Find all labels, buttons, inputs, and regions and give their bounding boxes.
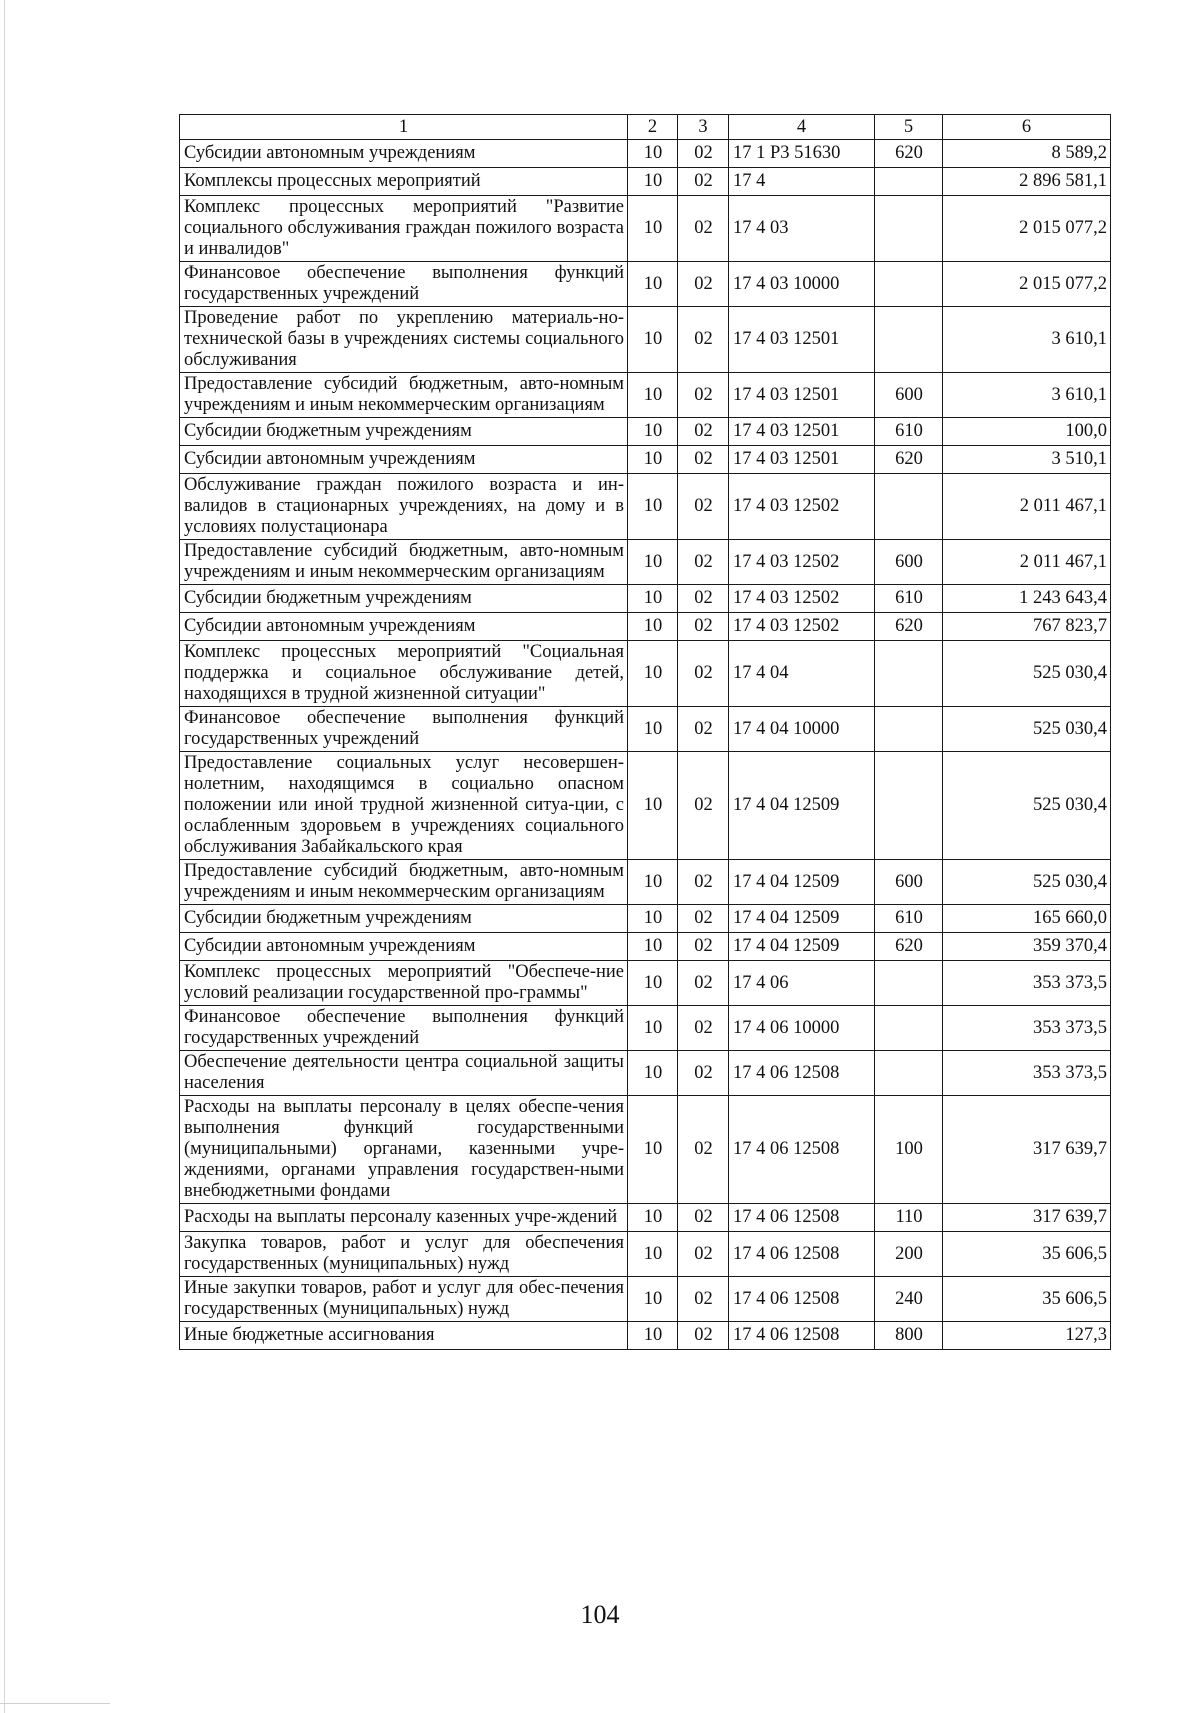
table-row	[180, 196, 1111, 262]
cell-name: Обеспечение деятельности центра социальной защиты населения	[180, 1051, 628, 1096]
cell-subsection: 02	[678, 373, 729, 418]
table-row	[180, 1322, 1111, 1350]
cell-target-article: 17 4 04	[729, 641, 875, 707]
cell-name: Финансовое обеспечение выполнения функций государственных учреждений	[180, 1006, 628, 1051]
cell-amount: 525 030,4	[943, 707, 1111, 752]
cell-amount: 2 011 467,1	[943, 474, 1111, 540]
cell-expense-type: 110	[875, 1204, 943, 1232]
cell-expense-type: 600	[875, 373, 943, 418]
cell-section: 10	[628, 168, 678, 196]
cell-section: 10	[628, 585, 678, 613]
cell-subsection: 02	[678, 540, 729, 585]
cell-section: 10	[628, 613, 678, 641]
cell-target-article: 17 4 06 12508	[729, 1204, 875, 1232]
cell-amount: 2 896 581,1	[943, 168, 1111, 196]
cell-subsection: 02	[678, 474, 729, 540]
cell-amount: 3 610,1	[943, 373, 1111, 418]
cell-target-article: 17 4	[729, 168, 875, 196]
cell-amount: 525 030,4	[943, 641, 1111, 707]
cell-amount: 353 373,5	[943, 961, 1111, 1006]
cell-name: Закупка товаров, работ и услуг для обеспечения государственных (муниципальных) нужд	[180, 1232, 628, 1277]
cell-section: 10	[628, 1232, 678, 1277]
cell-subsection: 02	[678, 1051, 729, 1096]
cell-subsection: 02	[678, 905, 729, 933]
cell-target-article: 17 4 06	[729, 961, 875, 1006]
table-row	[180, 707, 1111, 752]
cell-subsection: 02	[678, 196, 729, 262]
cell-subsection: 02	[678, 446, 729, 474]
table-row	[180, 1006, 1111, 1051]
table-row	[180, 1277, 1111, 1322]
table-row	[180, 168, 1111, 196]
cell-expense-type: 600	[875, 540, 943, 585]
cell-expense-type: 620	[875, 933, 943, 961]
cell-expense-type: 240	[875, 1277, 943, 1322]
table-row	[180, 1051, 1111, 1096]
cell-expense-type: 620	[875, 140, 943, 168]
cell-name: Обслуживание граждан пожилого возраста и ин-валидов в стационарных учреждениях, на дому и в условиях полустационара	[180, 474, 628, 540]
cell-name: Предоставление субсидий бюджетным, авто-номным учреждениям и иным некоммерческим организациям	[180, 373, 628, 418]
table-row	[180, 961, 1111, 1006]
cell-amount: 3 610,1	[943, 307, 1111, 373]
cell-section: 10	[628, 905, 678, 933]
cell-amount: 525 030,4	[943, 752, 1111, 860]
cell-subsection: 02	[678, 140, 729, 168]
cell-subsection: 02	[678, 707, 729, 752]
scan-margin-line	[4, 0, 5, 1713]
cell-target-article: 17 4 06 12508	[729, 1232, 875, 1277]
cell-target-article: 17 4 04 12509	[729, 860, 875, 905]
cell-target-article: 17 4 03	[729, 196, 875, 262]
cell-name: Расходы на выплаты персоналу в целях обеспе-чения выполнения функций государственными (муниципальными) органами, казенными учре-ждениями, органами управления государствен-ными внебюджетными фондами	[180, 1096, 628, 1204]
cell-target-article: 17 4 06 12508	[729, 1277, 875, 1322]
table-row	[180, 933, 1111, 961]
cell-amount: 1 243 643,4	[943, 585, 1111, 613]
header-cell-6: 6	[943, 115, 1111, 140]
cell-name: Финансовое обеспечение выполнения функций государственных учреждений	[180, 707, 628, 752]
cell-target-article: 17 4 03 12501	[729, 446, 875, 474]
cell-name: Предоставление субсидий бюджетным, авто-номным учреждениям и иным некоммерческим организациям	[180, 540, 628, 585]
cell-section: 10	[628, 1051, 678, 1096]
cell-name: Комплексы процессных мероприятий	[180, 168, 628, 196]
cell-subsection: 02	[678, 752, 729, 860]
cell-amount: 35 606,5	[943, 1232, 1111, 1277]
cell-amount: 353 373,5	[943, 1006, 1111, 1051]
cell-amount: 100,0	[943, 418, 1111, 446]
cell-expense-type: 200	[875, 1232, 943, 1277]
cell-expense-type	[875, 474, 943, 540]
cell-subsection: 02	[678, 168, 729, 196]
header-cell-5: 5	[875, 115, 943, 140]
cell-subsection: 02	[678, 961, 729, 1006]
cell-name: Предоставление субсидий бюджетным, авто-номным учреждениям и иным некоммерческим организациям	[180, 860, 628, 905]
cell-amount: 8 589,2	[943, 140, 1111, 168]
cell-amount: 359 370,4	[943, 933, 1111, 961]
cell-amount: 767 823,7	[943, 613, 1111, 641]
table-row	[180, 446, 1111, 474]
cell-section: 10	[628, 1277, 678, 1322]
cell-name: Предоставление социальных услуг несовершен-нолетним, находящимся в социально опасном положении или иной трудной жизненной ситуа-ции, с ослабленным здоровьем в учреждениях социального обслуживания Забайкальского края	[180, 752, 628, 860]
cell-name: Субсидии автономным учреждениям	[180, 140, 628, 168]
cell-section: 10	[628, 262, 678, 307]
cell-expense-type	[875, 262, 943, 307]
cell-expense-type	[875, 961, 943, 1006]
cell-name: Иные бюджетные ассигнования	[180, 1322, 628, 1350]
cell-section: 10	[628, 1006, 678, 1051]
cell-section: 10	[628, 474, 678, 540]
cell-target-article: 17 4 06 12508	[729, 1096, 875, 1204]
cell-subsection: 02	[678, 1204, 729, 1232]
cell-target-article: 17 4 06 12508	[729, 1322, 875, 1350]
cell-target-article: 17 4 04 12509	[729, 933, 875, 961]
cell-name: Расходы на выплаты персоналу казенных учре-ждений	[180, 1204, 628, 1232]
cell-expense-type	[875, 168, 943, 196]
table-row	[180, 860, 1111, 905]
header-cell-3: 3	[678, 115, 729, 140]
cell-name: Финансовое обеспечение выполнения функций государственных учреждений	[180, 262, 628, 307]
table-row	[180, 262, 1111, 307]
cell-expense-type: 800	[875, 1322, 943, 1350]
cell-expense-type	[875, 1051, 943, 1096]
cell-section: 10	[628, 307, 678, 373]
cell-target-article: 17 4 03 12501	[729, 418, 875, 446]
cell-subsection: 02	[678, 418, 729, 446]
cell-subsection: 02	[678, 585, 729, 613]
table-row	[180, 905, 1111, 933]
cell-target-article: 17 4 03 12502	[729, 613, 875, 641]
cell-section: 10	[628, 1096, 678, 1204]
cell-section: 10	[628, 1204, 678, 1232]
table-row	[180, 418, 1111, 446]
cell-target-article: 17 4 03 12501	[729, 307, 875, 373]
table-body	[180, 140, 1111, 1350]
cell-section: 10	[628, 373, 678, 418]
table-row	[180, 474, 1111, 540]
cell-expense-type: 610	[875, 585, 943, 613]
header-cell-2: 2	[628, 115, 678, 140]
cell-name: Субсидии бюджетным учреждениям	[180, 905, 628, 933]
cell-section: 10	[628, 1322, 678, 1350]
cell-target-article: 17 4 03 12501	[729, 373, 875, 418]
cell-amount: 317 639,7	[943, 1204, 1111, 1232]
cell-name: Комплекс процессных мероприятий "Социальная поддержка и социальное обслуживание детей, находящихся в трудной жизненной ситуации"	[180, 641, 628, 707]
cell-expense-type	[875, 707, 943, 752]
cell-expense-type: 600	[875, 860, 943, 905]
cell-expense-type	[875, 1006, 943, 1051]
footer-rule	[0, 1703, 110, 1704]
cell-subsection: 02	[678, 307, 729, 373]
cell-subsection: 02	[678, 1006, 729, 1051]
cell-name: Субсидии бюджетным учреждениям	[180, 418, 628, 446]
cell-name: Комплекс процессных мероприятий "Обеспече-ние условий реализации государственной про-граммы"	[180, 961, 628, 1006]
cell-subsection: 02	[678, 1232, 729, 1277]
cell-amount: 127,3	[943, 1322, 1111, 1350]
table-row	[180, 585, 1111, 613]
cell-subsection: 02	[678, 262, 729, 307]
cell-amount: 317 639,7	[943, 1096, 1111, 1204]
cell-section: 10	[628, 860, 678, 905]
cell-name: Иные закупки товаров, работ и услуг для обес-печения государственных (муниципальных) нужд	[180, 1277, 628, 1322]
budget-table	[179, 114, 1111, 1350]
table-row	[180, 140, 1111, 168]
cell-section: 10	[628, 752, 678, 860]
cell-subsection: 02	[678, 1096, 729, 1204]
table-header-row	[180, 115, 1111, 140]
table-row	[180, 1096, 1111, 1204]
cell-expense-type: 620	[875, 613, 943, 641]
cell-target-article: 17 1 Р3 51630	[729, 140, 875, 168]
cell-section: 10	[628, 418, 678, 446]
cell-expense-type	[875, 307, 943, 373]
cell-amount: 35 606,5	[943, 1277, 1111, 1322]
cell-name: Субсидии автономным учреждениям	[180, 446, 628, 474]
cell-section: 10	[628, 540, 678, 585]
cell-expense-type: 610	[875, 905, 943, 933]
cell-name: Субсидии автономным учреждениям	[180, 613, 628, 641]
cell-target-article: 17 4 06 10000	[729, 1006, 875, 1051]
cell-amount: 2 015 077,2	[943, 196, 1111, 262]
cell-subsection: 02	[678, 860, 729, 905]
header-cell-4: 4	[729, 115, 875, 140]
cell-subsection: 02	[678, 641, 729, 707]
cell-subsection: 02	[678, 613, 729, 641]
cell-target-article: 17 4 04 12509	[729, 905, 875, 933]
cell-expense-type: 620	[875, 446, 943, 474]
cell-name: Комплекс процессных мероприятий "Развитие социального обслуживания граждан пожилого возраста и инвалидов"	[180, 196, 628, 262]
cell-target-article: 17 4 06 12508	[729, 1051, 875, 1096]
cell-name: Субсидии автономным учреждениям	[180, 933, 628, 961]
cell-section: 10	[628, 446, 678, 474]
cell-section: 10	[628, 196, 678, 262]
cell-section: 10	[628, 707, 678, 752]
header-cell-1: 1	[180, 115, 628, 140]
cell-expense-type: 610	[875, 418, 943, 446]
table-row	[180, 540, 1111, 585]
cell-amount: 2 011 467,1	[943, 540, 1111, 585]
table-row	[180, 1232, 1111, 1277]
table-row	[180, 752, 1111, 860]
cell-target-article: 17 4 03 12502	[729, 540, 875, 585]
table-row	[180, 613, 1111, 641]
cell-expense-type	[875, 196, 943, 262]
cell-section: 10	[628, 961, 678, 1006]
cell-target-article: 17 4 04 12509	[729, 752, 875, 860]
cell-target-article: 17 4 03 12502	[729, 585, 875, 613]
cell-subsection: 02	[678, 933, 729, 961]
table-row	[180, 641, 1111, 707]
cell-expense-type	[875, 752, 943, 860]
cell-section: 10	[628, 641, 678, 707]
cell-section: 10	[628, 933, 678, 961]
table-row	[180, 373, 1111, 418]
table-row	[180, 1204, 1111, 1232]
cell-amount: 3 510,1	[943, 446, 1111, 474]
cell-name: Проведение работ по укреплению материаль-но-технической базы в учреждениях системы социального обслуживания	[180, 307, 628, 373]
cell-amount: 353 373,5	[943, 1051, 1111, 1096]
table-row	[180, 307, 1111, 373]
cell-amount: 525 030,4	[943, 860, 1111, 905]
cell-subsection: 02	[678, 1277, 729, 1322]
cell-subsection: 02	[678, 1322, 729, 1350]
cell-section: 10	[628, 140, 678, 168]
cell-name: Субсидии бюджетным учреждениям	[180, 585, 628, 613]
cell-amount: 165 660,0	[943, 905, 1111, 933]
cell-amount: 2 015 077,2	[943, 262, 1111, 307]
cell-target-article: 17 4 03 10000	[729, 262, 875, 307]
cell-target-article: 17 4 03 12502	[729, 474, 875, 540]
page-number: 104	[580, 1600, 620, 1629]
cell-target-article: 17 4 04 10000	[729, 707, 875, 752]
cell-expense-type	[875, 641, 943, 707]
cell-expense-type: 100	[875, 1096, 943, 1204]
